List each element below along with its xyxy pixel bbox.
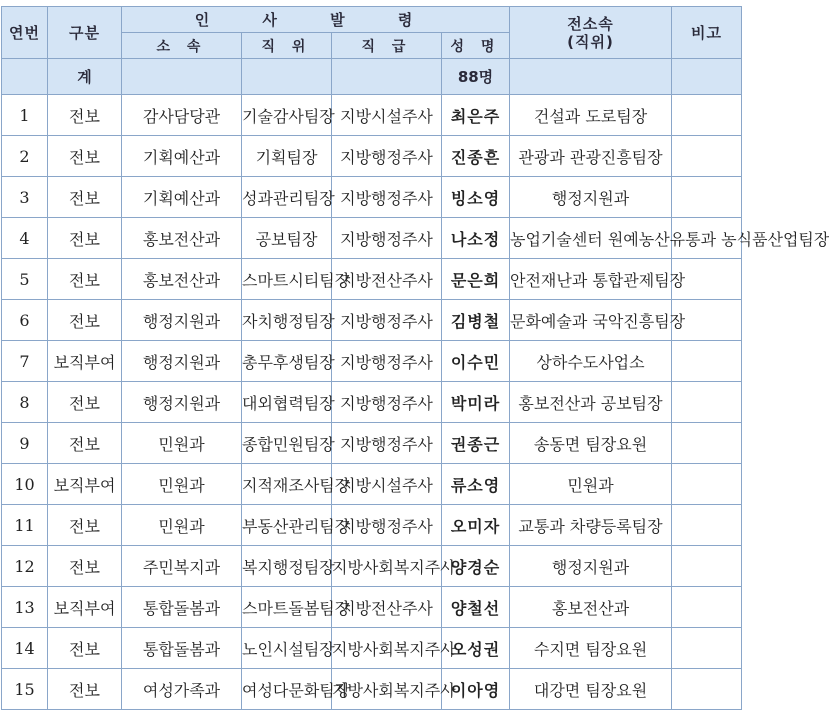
row-dept: 행정지원과: [122, 382, 242, 423]
row-note: [672, 382, 742, 423]
table-row: [2, 218, 742, 259]
row-no: 6: [2, 300, 48, 341]
row-type: 전보: [48, 505, 122, 546]
row-dept: 홍보전산과: [122, 259, 242, 300]
row-no: 9: [2, 423, 48, 464]
row-note: [672, 546, 742, 587]
row-position: 기술감사팀장: [242, 95, 332, 136]
table-row: [2, 300, 742, 341]
total-no-cell: [2, 59, 48, 95]
row-note: [672, 341, 742, 382]
row-grade: 지방행정주사: [332, 505, 442, 546]
col-name-header: 성 명: [442, 33, 510, 59]
row-type: 보직부여: [48, 587, 122, 628]
row-type: 전보: [48, 628, 122, 669]
table-row: [2, 382, 742, 423]
row-previous-dept: 건설과 도로팀장: [510, 95, 672, 136]
row-previous-dept: 행정지원과: [510, 177, 672, 218]
table-row: [2, 505, 742, 546]
row-grade: 지방사회복지주사: [332, 669, 442, 710]
row-name: 오미자: [442, 505, 510, 546]
row-no: 4: [2, 218, 48, 259]
row-note: [672, 669, 742, 710]
row-type: 전보: [48, 136, 122, 177]
row-position: 총무후생팀장: [242, 341, 332, 382]
row-dept: 민원과: [122, 423, 242, 464]
row-previous-dept: 홍보전산과: [510, 587, 672, 628]
total-row: [2, 59, 742, 95]
row-dept: 기획예산과: [122, 136, 242, 177]
row-type: 보직부여: [48, 341, 122, 382]
row-previous-dept: 안전재난과 통합관제팀장: [510, 259, 672, 300]
row-no: 8: [2, 382, 48, 423]
row-name: 이아영: [442, 669, 510, 710]
row-name: 양경순: [442, 546, 510, 587]
row-dept: 홍보전산과: [122, 218, 242, 259]
row-dept: 통합돌봄과: [122, 628, 242, 669]
row-type: 전보: [48, 546, 122, 587]
row-type: 전보: [48, 300, 122, 341]
row-name: 권종근: [442, 423, 510, 464]
row-dept: 민원과: [122, 505, 242, 546]
row-name: 문은희: [442, 259, 510, 300]
row-position: 성과관리팀장: [242, 177, 332, 218]
col-prev-header: [510, 7, 672, 59]
row-type: 전보: [48, 669, 122, 710]
row-no: 1: [2, 95, 48, 136]
total-count: 88명: [442, 59, 510, 95]
table-row: [2, 546, 742, 587]
row-no: 13: [2, 587, 48, 628]
row-no: 5: [2, 259, 48, 300]
row-no: 15: [2, 669, 48, 710]
row-grade: 지방행정주사: [332, 341, 442, 382]
row-type: 전보: [48, 95, 122, 136]
row-previous-dept: 홍보전산과 공보팀장: [510, 382, 672, 423]
row-name: 나소정: [442, 218, 510, 259]
row-dept: 여성가족과: [122, 669, 242, 710]
row-no: 11: [2, 505, 48, 546]
row-name: 오성권: [442, 628, 510, 669]
row-name: 최은주: [442, 95, 510, 136]
row-type: 전보: [48, 177, 122, 218]
row-name: 양철선: [442, 587, 510, 628]
row-dept: 행정지원과: [122, 341, 242, 382]
total-label: 계: [48, 59, 122, 95]
row-position: 기획팀장: [242, 136, 332, 177]
row-previous-dept: 송동면 팀장요원: [510, 423, 672, 464]
row-grade: 지방행정주사: [332, 300, 442, 341]
table-row: [2, 628, 742, 669]
row-previous-dept: 수지면 팀장요원: [510, 628, 672, 669]
col-pos-header: 직 위: [242, 33, 332, 59]
col-prev-header-text: 전소속 (직위): [567, 14, 614, 51]
col-group-header: 인 사 발 령: [122, 7, 510, 33]
table-row: [2, 95, 742, 136]
row-dept: 기획예산과: [122, 177, 242, 218]
row-dept: 행정지원과: [122, 300, 242, 341]
row-name: 박미라: [442, 382, 510, 423]
row-previous-dept: 문화예술과 국악진흥팀장: [510, 300, 672, 341]
row-grade: 지방사회복지주사: [332, 628, 442, 669]
row-type: 전보: [48, 382, 122, 423]
row-note: [672, 464, 742, 505]
row-dept: 민원과: [122, 464, 242, 505]
row-name: 이수민: [442, 341, 510, 382]
row-note: [672, 628, 742, 669]
row-previous-dept: 대강면 팀장요원: [510, 669, 672, 710]
row-no: 12: [2, 546, 48, 587]
row-dept: 통합돌봄과: [122, 587, 242, 628]
col-no-header: 연번: [2, 7, 48, 59]
row-name: 김병철: [442, 300, 510, 341]
row-dept: 감사담당관: [122, 95, 242, 136]
row-position: 노인시설팀장: [242, 628, 332, 669]
row-position: 대외협력팀장: [242, 382, 332, 423]
col-note-header: 비고: [672, 7, 742, 59]
row-grade: 지방전산주사: [332, 587, 442, 628]
table-row: [2, 423, 742, 464]
table-row: [2, 136, 742, 177]
row-no: 7: [2, 341, 48, 382]
row-previous-dept: 교통과 차량등록팀장: [510, 505, 672, 546]
row-position: 스마트돌봄팀장: [242, 587, 332, 628]
row-previous-dept: 행정지원과: [510, 546, 672, 587]
row-note: [672, 177, 742, 218]
row-position: 자치행정팀장: [242, 300, 332, 341]
row-type: 보직부여: [48, 464, 122, 505]
row-note: [672, 505, 742, 546]
row-grade: 지방행정주사: [332, 423, 442, 464]
table-row: [2, 341, 742, 382]
row-previous-dept: 민원과: [510, 464, 672, 505]
row-type: 전보: [48, 218, 122, 259]
row-note: [672, 95, 742, 136]
row-note: [672, 587, 742, 628]
row-type: 전보: [48, 423, 122, 464]
table-row: [2, 177, 742, 218]
row-position: 여성다문화팀장: [242, 669, 332, 710]
row-no: 3: [2, 177, 48, 218]
row-no: 10: [2, 464, 48, 505]
table-row: [2, 587, 742, 628]
row-position: 복지행정팀장: [242, 546, 332, 587]
row-grade: 지방사회복지주사: [332, 546, 442, 587]
row-grade: 지방행정주사: [332, 177, 442, 218]
row-name: 류소영: [442, 464, 510, 505]
row-position: 종합민원팀장: [242, 423, 332, 464]
header-row-1: [2, 7, 742, 33]
row-previous-dept: 관광과 관광진흥팀장: [510, 136, 672, 177]
row-grade: 지방행정주사: [332, 218, 442, 259]
row-note: [672, 136, 742, 177]
row-position: 부동산관리팀장: [242, 505, 332, 546]
row-dept: 주민복지과: [122, 546, 242, 587]
col-type-header: 구분: [48, 7, 122, 59]
table-row: [2, 669, 742, 710]
col-grade-header: 직 급: [332, 33, 442, 59]
col-dept-header: 소 속: [122, 33, 242, 59]
row-grade: 지방행정주사: [332, 136, 442, 177]
row-previous-dept: 농업기술센터 원예농산유통과 농식품산업팀장: [510, 218, 672, 259]
row-grade: 지방행정주사: [332, 382, 442, 423]
row-position: 지적재조사팀장: [242, 464, 332, 505]
row-type: 전보: [48, 259, 122, 300]
row-note: [672, 423, 742, 464]
row-no: 2: [2, 136, 48, 177]
table-row: [2, 464, 742, 505]
row-grade: 지방전산주사: [332, 259, 442, 300]
personnel-table: [1, 6, 829, 710]
row-name: 진종흔: [442, 136, 510, 177]
table-body: [2, 95, 829, 710]
row-position: 공보팀장: [242, 218, 332, 259]
row-position: 스마트시티팀장: [242, 259, 332, 300]
row-grade: 지방시설주사: [332, 464, 442, 505]
row-previous-dept: 상하수도사업소: [510, 341, 672, 382]
row-name: 빙소영: [442, 177, 510, 218]
table-row: [2, 259, 742, 300]
row-grade: 지방시설주사: [332, 95, 442, 136]
row-no: 14: [2, 628, 48, 669]
